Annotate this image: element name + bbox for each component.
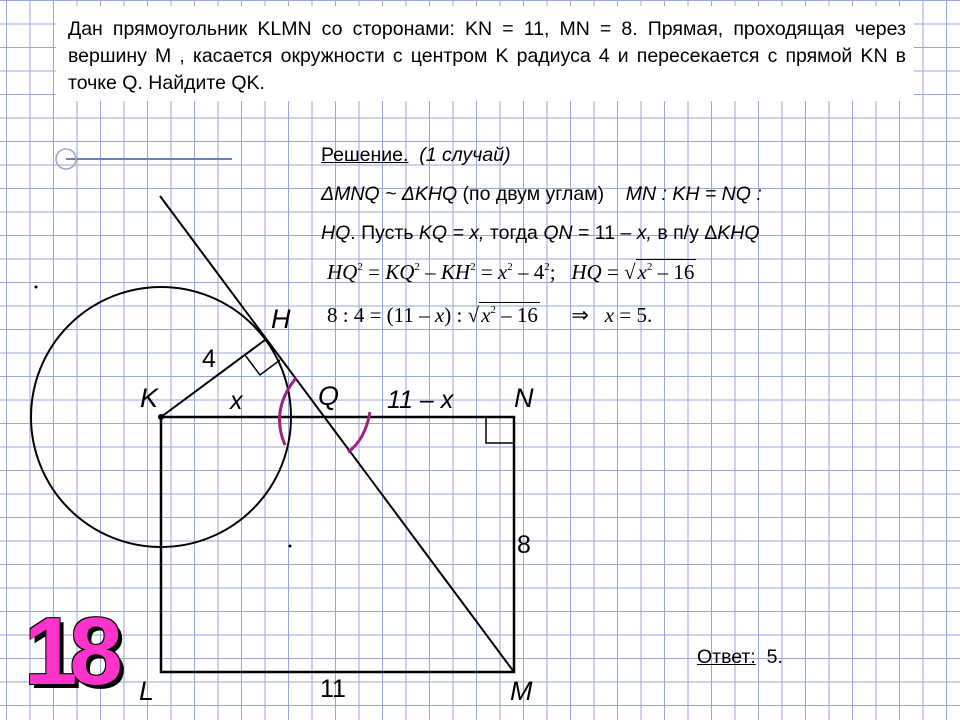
angle-arc-q-left — [280, 378, 296, 445]
solution-line-2 — [321, 222, 760, 245]
stray-dot — [289, 545, 292, 548]
problem-text: Дан прямоугольник KLMN со сторонами: KN = 11, MN = 8. Прямая, проходящая через вершину M , касается окружности с центром K радиуса 4 и пересекается с прямой KN в точке Q. Найдите QK. — [68, 18, 906, 94]
label-k: K — [140, 383, 159, 413]
let-text: . Пусть — [350, 222, 419, 244]
then-text: тогда — [484, 222, 544, 244]
similarity-reason: (по двум углам) — [457, 183, 610, 205]
stray-dot — [35, 286, 38, 289]
kq-eq-x: KQ = x, — [418, 222, 485, 244]
f1-hq: HQ — [327, 260, 358, 284]
label-radius-4: 4 — [202, 345, 216, 373]
f1-sq3: 2 — [470, 261, 476, 273]
solution-heading-line — [321, 144, 511, 167]
answer-label: Ответ: — [697, 646, 756, 668]
label-side-8: 8 — [517, 531, 531, 559]
f1-minus: – — [419, 260, 441, 284]
decorative-pencil-icon — [56, 149, 232, 169]
khq-text: KHQ — [717, 222, 760, 244]
right-angle-mark-n — [486, 417, 514, 443]
label-n: N — [514, 383, 534, 413]
f1-x2: x — [637, 260, 647, 284]
answer-line — [697, 646, 783, 669]
f1-sq2: 2 — [414, 261, 420, 273]
eleven-minus: = 11 – — [572, 222, 637, 244]
f2-result: = 5. — [614, 303, 653, 327]
f1-minus16: – 16 — [652, 260, 695, 284]
qn-text: QN — [543, 222, 573, 244]
f1-eq2: = — [475, 260, 498, 284]
f1-eq1: = — [362, 260, 386, 284]
similarity-statement: ΔMNQ ~ ΔKHQ — [321, 183, 458, 205]
solution-heading: Решение. — [321, 144, 409, 166]
label-h: H — [271, 304, 291, 334]
label-x: x — [230, 387, 243, 415]
f2-rad-rest: – 16 — [495, 303, 538, 327]
x-text: x, — [636, 222, 652, 244]
f2-sq: 2 — [490, 304, 496, 316]
f1-minus2: – — [512, 260, 534, 284]
right-triangle-text: в п/у Δ — [651, 222, 718, 244]
rectangle-klmn — [161, 417, 514, 672]
label-side-11: 11 — [320, 675, 346, 703]
f1-sq6: 2 — [646, 261, 653, 273]
f1-x: x — [497, 260, 508, 284]
label-l: L — [139, 676, 155, 706]
f1-semi: ; — [549, 260, 556, 284]
implies-icon: ⇒ — [571, 303, 590, 327]
solution-line-1 — [321, 183, 762, 206]
formula-proportion — [327, 303, 652, 328]
f2-result-x: x — [604, 303, 615, 327]
f2-lhs: 8 : 4 = (11 – — [327, 303, 435, 327]
label-q: Q — [318, 381, 340, 411]
f1-kh: KH — [440, 260, 471, 284]
f2-rad-x: x — [481, 303, 491, 327]
f1-sq4: 2 — [507, 261, 513, 273]
label-eleven-minus-x: 11 – x — [387, 386, 454, 414]
f2-x: x — [434, 303, 445, 327]
f1-sq5: 2 — [544, 261, 550, 273]
f2-radical: $√x^2 - 16$ — [467, 303, 538, 327]
center-point-k — [158, 414, 164, 420]
proportion-start: MN : KH = NQ : — [625, 183, 762, 205]
f1-hq2: HQ — [571, 260, 602, 284]
f1-kq: KQ — [385, 260, 415, 284]
f1-four: 4 — [533, 260, 545, 284]
label-m: M — [510, 676, 533, 706]
right-angle-mark-h — [245, 355, 280, 375]
f2-rparen: ) : — [444, 303, 463, 327]
answer-value: 5. — [766, 646, 783, 668]
f1-radical: $√x^2 - 16$ — [624, 260, 695, 284]
f1-sq1: 2 — [357, 261, 363, 273]
solution-case: (1 случай) — [419, 144, 511, 166]
formula-pythagoras — [327, 260, 696, 285]
f1-eq3: = — [601, 260, 625, 284]
hq-text: HQ — [321, 222, 351, 244]
slide-number: 18 — [24, 598, 115, 705]
